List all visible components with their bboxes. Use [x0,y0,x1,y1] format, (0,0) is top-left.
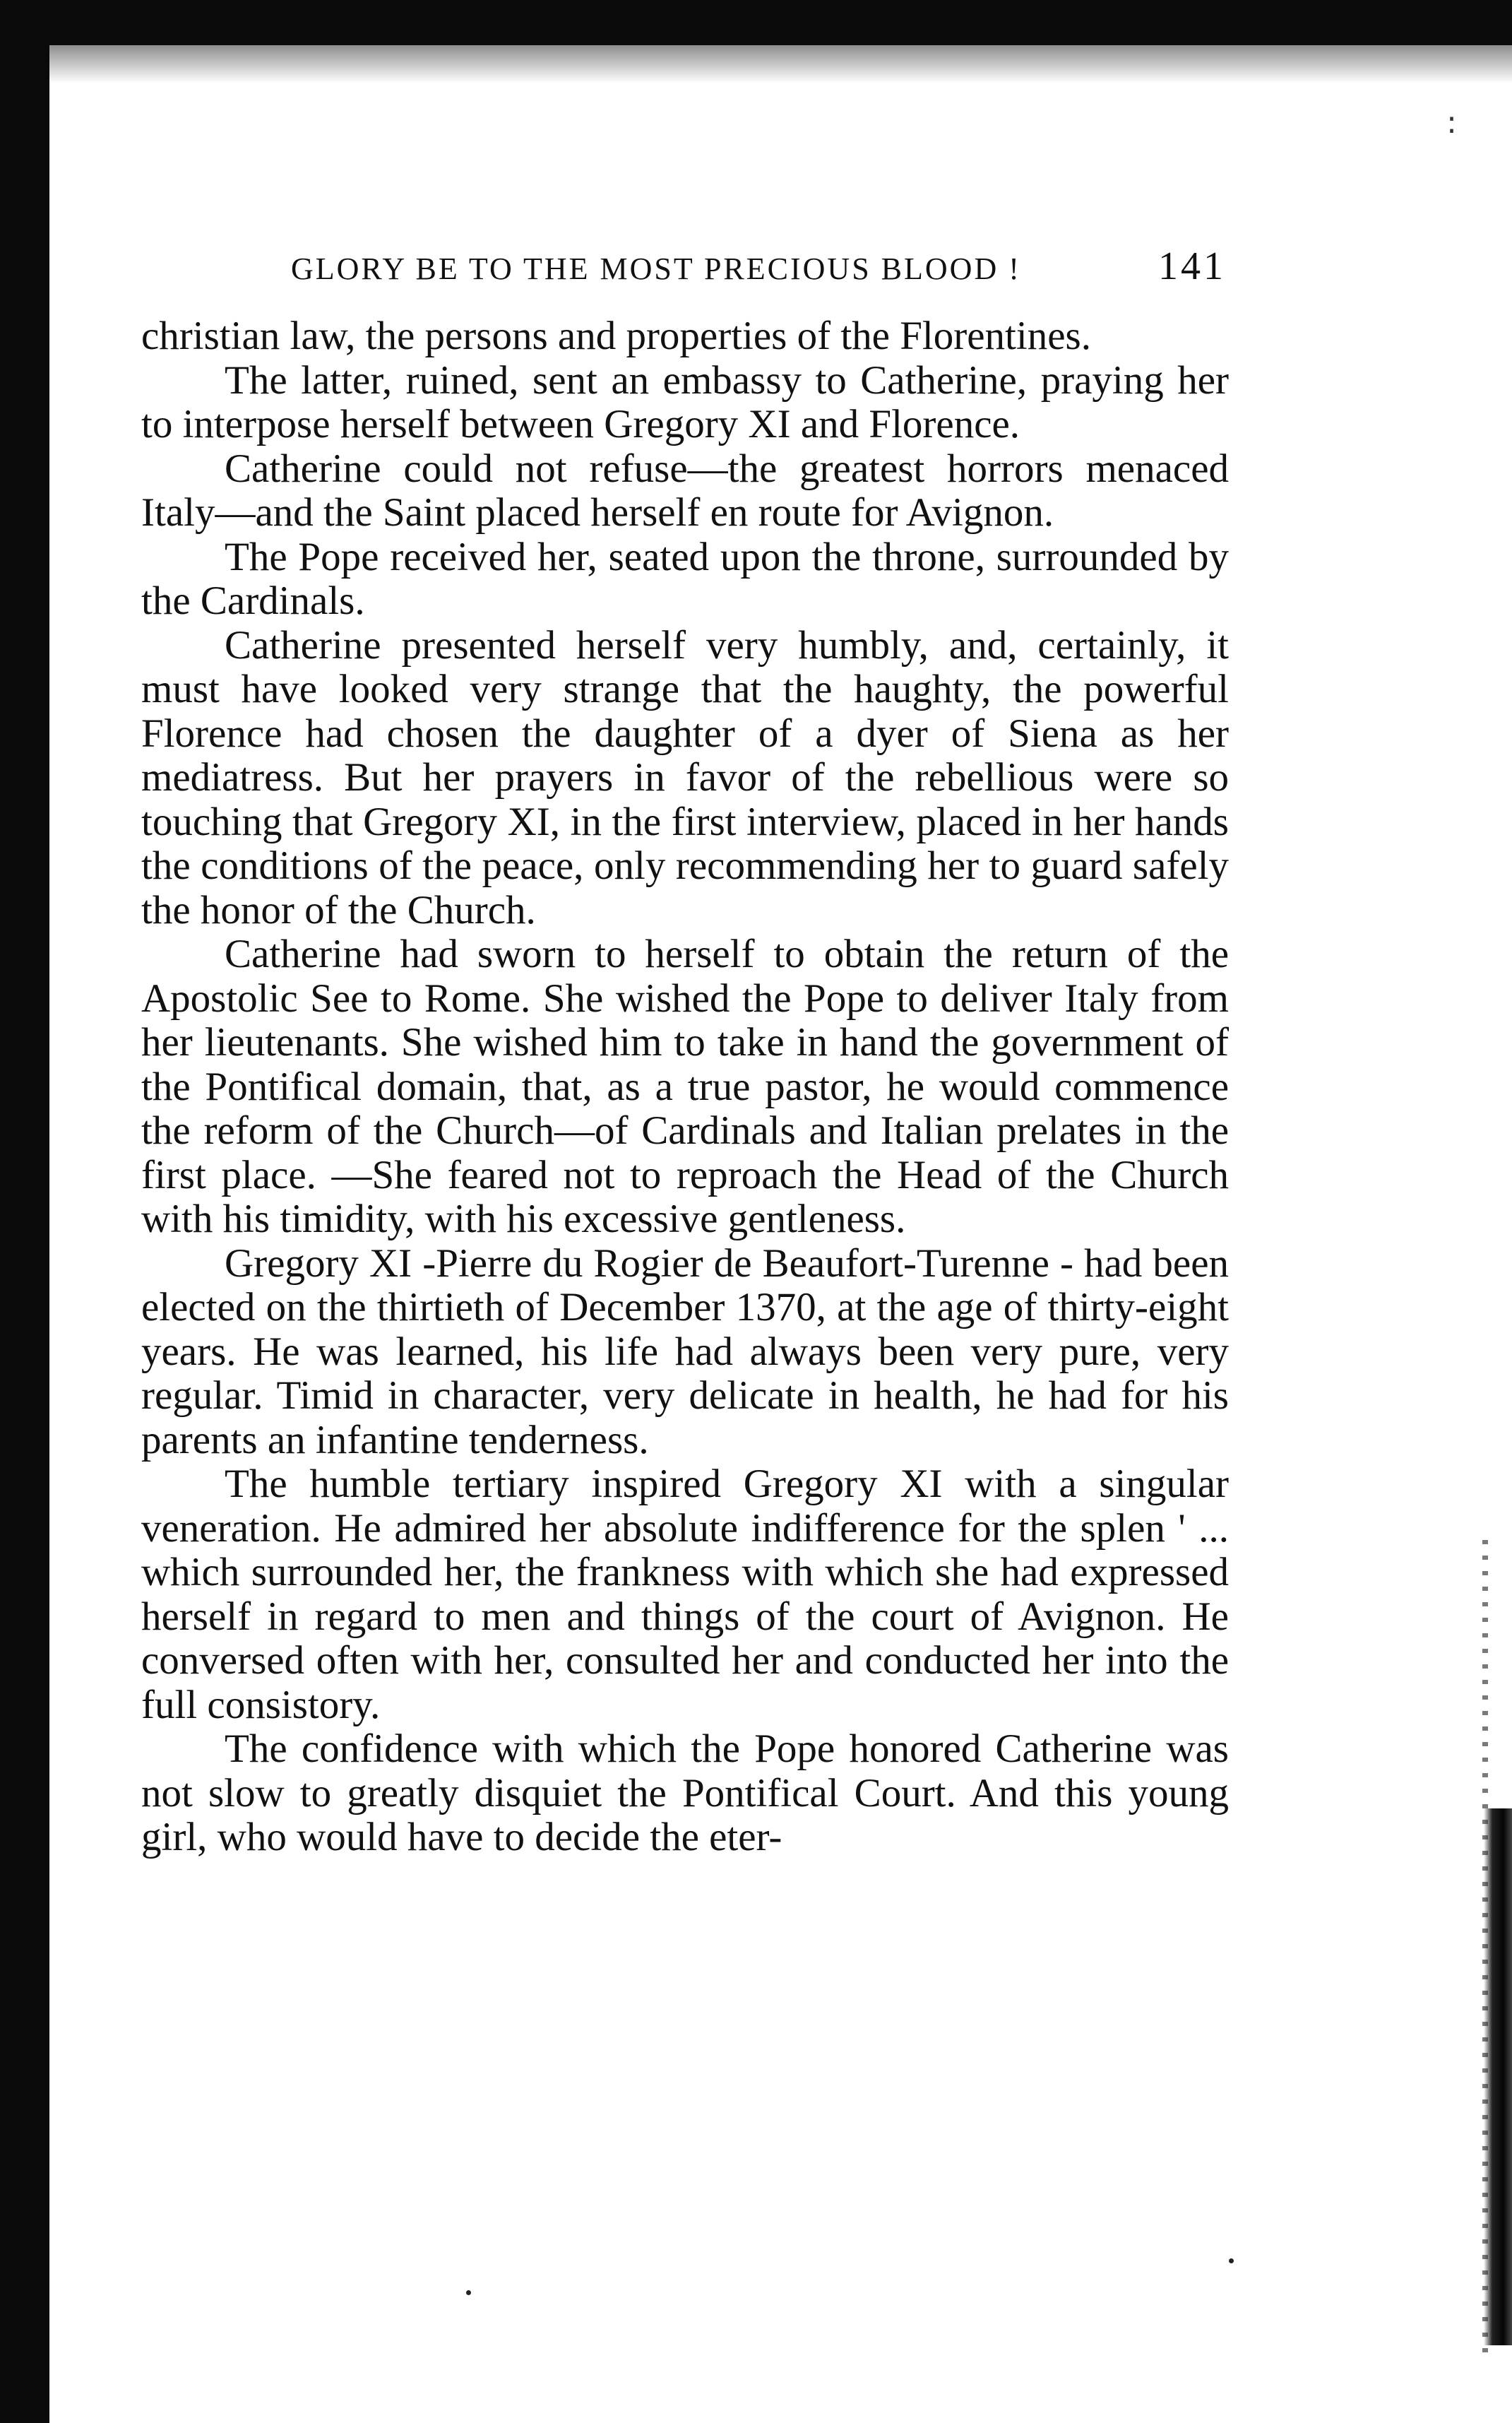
running-head: GLORY BE TO THE MOST PRECIOUS BLOOD ! [291,251,1021,286]
paragraph: The latter, ruined, sent an embassy to Catherine, praying her to interpose herself between Gregory XI and Florence. [141,357,1229,446]
scan-right-ticks [1482,1540,1488,2352]
paragraph: The humble tertiary inspired Gregory XI with a singular veneration. He admired her absolute indifference for the splen ' ... which surrounded her, the frankness with which she had expressed herself in regard to men and things of the court of Avignon. He conversed often with her, consulted her and conducted her into the full consistory. [141,1462,1229,1727]
paragraph: Catherine had sworn to herself to obtain the return of the Apostolic See to Rome. She wished the Pope to deliver Italy from her lieutenants. She wished him to take in hand the government of the Pontifical domain, that, as a true pastor, he would commence the reform of the Church—of Cardinals and Italian prelates in the first place. —She feared not to reproach the Head of the Church with his timidity, with his excessive gentleness. [141,932,1229,1241]
paragraph: Catherine could not refuse—the greatest horrors menaced Italy—and the Saint placed herself en route for Avignon. [141,446,1229,535]
paragraph: Catherine presented herself very humbly, and, certainly, it must have looked very strange that the haughty, the powerful Florence had chosen the daughter of a dyer of Siena as her mediatress. But her prayers in favor of the rebellious were so touching that Gregory XI, in the first interview, placed in her hands the conditions of the peace, only recommending her to guard safely the honor of the Church. [141,622,1229,932]
paragraph: Gregory XI -Pierre du Rogier de Beaufort-Turenne - had been elected on the thirtieth of December 1370, at the age of thirty-eight years. He was learned, his life had always been very pure, very regular. Timid in character, very delicate in health, he had for his parents an infantine tenderness. [141,1240,1229,1462]
scan-top-border [0,0,1512,45]
scan-top-shadow [49,45,1512,88]
scan-speck [1229,2258,1234,2263]
paragraph: The Pope received her, seated upon the throne, surrounded by the Cardinals. [141,534,1229,623]
body-text [141,314,1229,1860]
paragraph: christian law, the persons and properties of the Florentines. [141,314,1091,358]
scan-left-border [0,0,49,2423]
scan-speck [466,2290,471,2295]
paragraph: The confidence with which the Pope honored Catherine was not slow to greatly disquiet the Pontifical Court. And this young girl, who would have to decide the eter- [141,1726,1229,1859]
page-number: 141 [1158,244,1226,288]
margin-mark: : [1446,105,1457,141]
scan-right-edge [1484,1808,1512,2345]
